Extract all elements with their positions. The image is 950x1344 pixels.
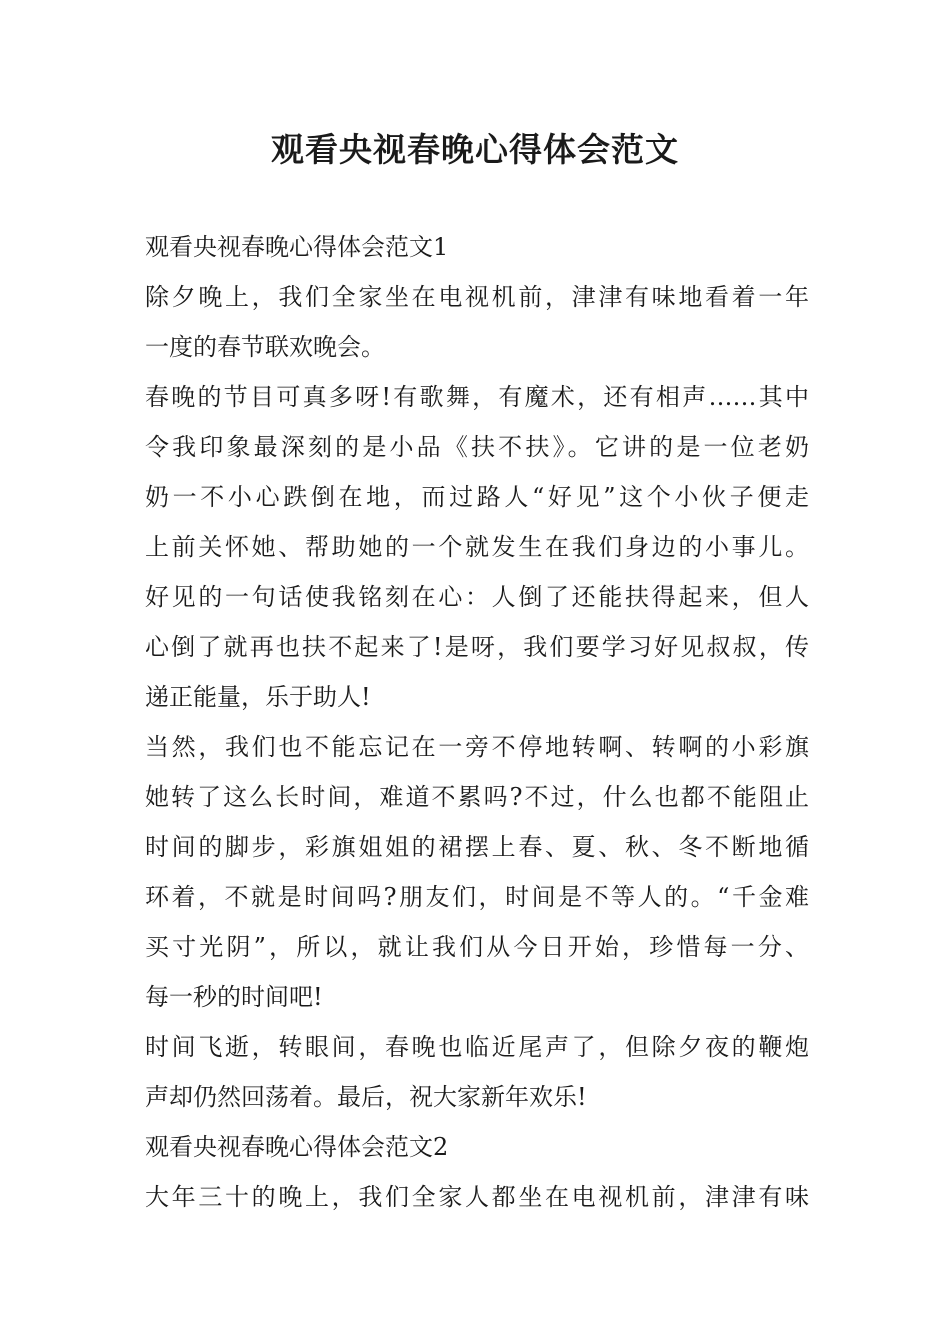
text-line: 时间的脚步，彩旗姐姐的裙摆上春、夏、秋、冬不断地循 — [145, 833, 809, 861]
section-heading-2: 观看央视春晚心得体会范文2 — [145, 1133, 449, 1161]
text-line: 好见的一句话使我铭刻在心：人倒了还能扶得起来，但人 — [145, 583, 809, 611]
document-body — [145, 222, 809, 1222]
text-line: 除夕晚上，我们全家坐在电视机前，津津有味地看着一年 — [145, 283, 809, 311]
text-line: 她转了这么长时间，难道不累吗?不过，什么也都不能阻止 — [145, 783, 809, 811]
text-line: 时间飞逝，转眼间，春晚也临近尾声了，但除夕夜的鞭炮 — [145, 1033, 809, 1061]
text-line: 春晚的节目可真多呀!有歌舞，有魔术，还有相声……其中 — [145, 383, 809, 411]
text-line: 上前关怀她、帮助她的一个就发生在我们身边的小事儿。 — [145, 533, 809, 561]
text-line: 令我印象最深刻的是小品《扶不扶》。它讲的是一位老奶 — [145, 433, 809, 461]
text-line: 大年三十的晚上，我们全家人都坐在电视机前，津津有味 — [145, 1183, 809, 1211]
text-line: 声却仍然回荡着。最后，祝大家新年欢乐! — [145, 1083, 587, 1111]
text-line: 一度的春节联欢晚会。 — [145, 333, 385, 361]
text-line: 每一秒的时间吧! — [145, 983, 323, 1011]
text-line: 心倒了就再也扶不起来了!是呀，我们要学习好见叔叔，传 — [145, 633, 809, 661]
text-line: 当然，我们也不能忘记在一旁不停地转啊、转啊的小彩旗 — [145, 733, 809, 761]
section-heading-1: 观看央视春晚心得体会范文1 — [145, 233, 449, 261]
text-line: 递正能量，乐于助人! — [145, 683, 371, 711]
text-line: 环着，不就是时间吗?朋友们，时间是不等人的。“千金难 — [145, 883, 809, 911]
text-line: 买寸光阴”，所以，就让我们从今日开始，珍惜每一分、 — [145, 933, 809, 961]
text-line: 奶一不小心跌倒在地，而过路人“好见”这个小伙子便走 — [145, 483, 809, 511]
document-title: 观看央视春晚心得体会范文 — [271, 130, 679, 169]
